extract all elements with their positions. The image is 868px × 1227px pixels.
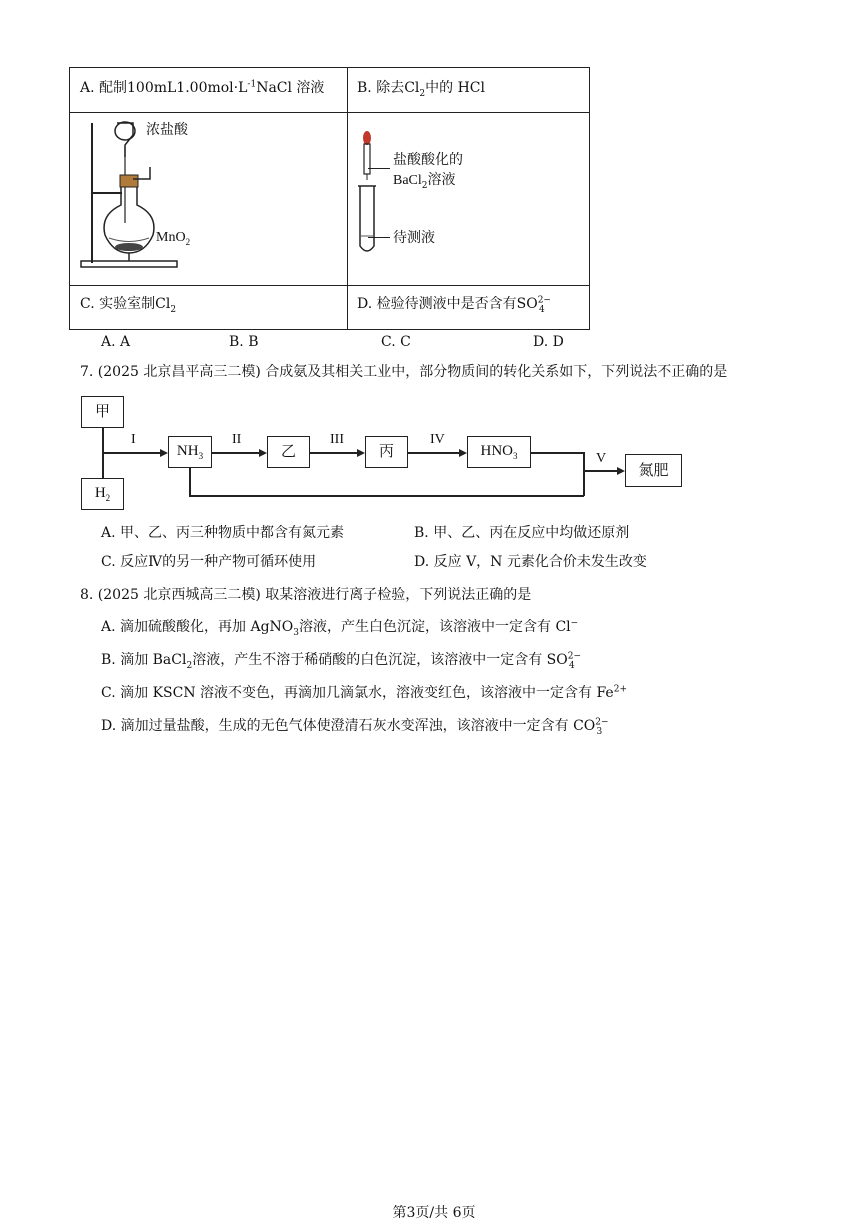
label-conc-hcl: 浓盐酸 bbox=[146, 122, 188, 138]
q7-option-c[interactable]: C. 反应Ⅳ的另一种产物可循环使用 bbox=[101, 554, 317, 570]
leader-line-reagent bbox=[368, 168, 390, 169]
return-line-from-nh3 bbox=[189, 468, 191, 496]
label-mno2: MnO$_2$ bbox=[156, 230, 191, 247]
box-h2: $H_2$ bbox=[81, 478, 124, 510]
q8-stem: 8. (2025 北京西城高三二模) 取某溶液进行离子检验，下列说法正确的是 bbox=[80, 587, 532, 603]
box-hno3: $HNO_3$ bbox=[467, 436, 531, 468]
arrow-r3-line bbox=[310, 452, 357, 454]
leader-line-sample bbox=[368, 237, 390, 238]
arrow-r1-head bbox=[160, 449, 168, 457]
hno3-output-line bbox=[531, 452, 583, 454]
box-yi: 乙 bbox=[267, 436, 310, 468]
cell-a-caption: A. 配制$100mL1.00mol\cdot L^{-1}NaCl$ 溶液 bbox=[80, 79, 325, 96]
q6-option-c[interactable]: C. C bbox=[381, 334, 411, 350]
q6-option-b[interactable]: B. B bbox=[229, 334, 259, 350]
label-r4: IV bbox=[430, 432, 445, 447]
return-line-bottom bbox=[189, 495, 584, 497]
table-divider-vertical bbox=[347, 68, 348, 329]
page-number: 第3页/共 6页 bbox=[392, 1205, 476, 1221]
q7-option-d[interactable]: D. 反应 V，N 元素化合价未发生改变 bbox=[414, 554, 647, 570]
q6-option-a[interactable]: A. A bbox=[101, 334, 131, 350]
cell-b-caption: B. 除去$Cl_2$中的 HCl bbox=[357, 80, 485, 99]
table-divider-row2 bbox=[70, 285, 589, 286]
return-line-vertical bbox=[583, 452, 585, 496]
q8-option-b[interactable]: B. 滴加 BaCl$_2$溶液，产生不溶于稀硝酸的白色沉淀，该溶液中一定含有 $SO^{2-}_4$ bbox=[101, 651, 582, 671]
cell-d-caption: D. 检验待测液中是否含有$SO^{2-}_4$ bbox=[357, 295, 551, 315]
arrow-r1-line bbox=[102, 452, 160, 454]
arrow-r2-head bbox=[259, 449, 267, 457]
q6-option-d[interactable]: D. D bbox=[533, 334, 564, 350]
arrow-r5-head bbox=[617, 467, 625, 475]
label-r1: I bbox=[131, 432, 136, 447]
q7-option-a[interactable]: A. 甲、乙、丙三种物质中都含有氮元素 bbox=[101, 525, 345, 541]
box-bing: 丙 bbox=[365, 436, 408, 468]
arrow-r4-line bbox=[408, 452, 459, 454]
label-r5: V bbox=[596, 451, 607, 466]
q8-option-a[interactable]: A. 滴加硫酸酸化，再加 AgNO$_3$溶液，产生白色沉淀，该溶液中一定含有 Cl− bbox=[101, 618, 579, 638]
arrow-r4-head bbox=[459, 449, 467, 457]
label-r3: III bbox=[330, 432, 344, 447]
label-r2: II bbox=[232, 432, 242, 447]
q7-stem: 7. (2025 北京昌平高三二模) 合成氨及其相关工业中，部分物质间的转化关系如下，下列说法不正确的是 bbox=[80, 364, 728, 380]
box-fertilizer: 氮肥 bbox=[625, 454, 682, 487]
label-reagent-line1: 盐酸酸化的 bbox=[393, 152, 463, 168]
q8-option-c[interactable]: C. 滴加 KSCN 溶液不变色，再滴加几滴氯水，溶液变红色，该溶液中一定含有 $Fe^{2+}$ bbox=[101, 684, 627, 701]
q7-option-b[interactable]: B. 甲、乙、丙在反应中均做还原剂 bbox=[414, 525, 630, 541]
label-reagent-line2: BaCl$_2$溶液 bbox=[393, 172, 456, 191]
box-jia: 甲 bbox=[81, 396, 124, 428]
box-nh3: $NH_3$ bbox=[168, 436, 212, 468]
arrow-r5-line bbox=[583, 470, 617, 472]
cell-c-caption: C. 实验室制$Cl_2$ bbox=[80, 296, 177, 315]
arrow-r2-line bbox=[212, 452, 259, 454]
q8-option-d[interactable]: D. 滴加过量盐酸，生成的无色气体使澄清石灰水变浑浊，该溶液中一定含有 $CO^{2-}_3$ bbox=[101, 717, 609, 737]
label-sample: 待测液 bbox=[393, 230, 435, 246]
test-tube-dropper-icon bbox=[352, 128, 382, 258]
arrow-r3-head bbox=[357, 449, 365, 457]
